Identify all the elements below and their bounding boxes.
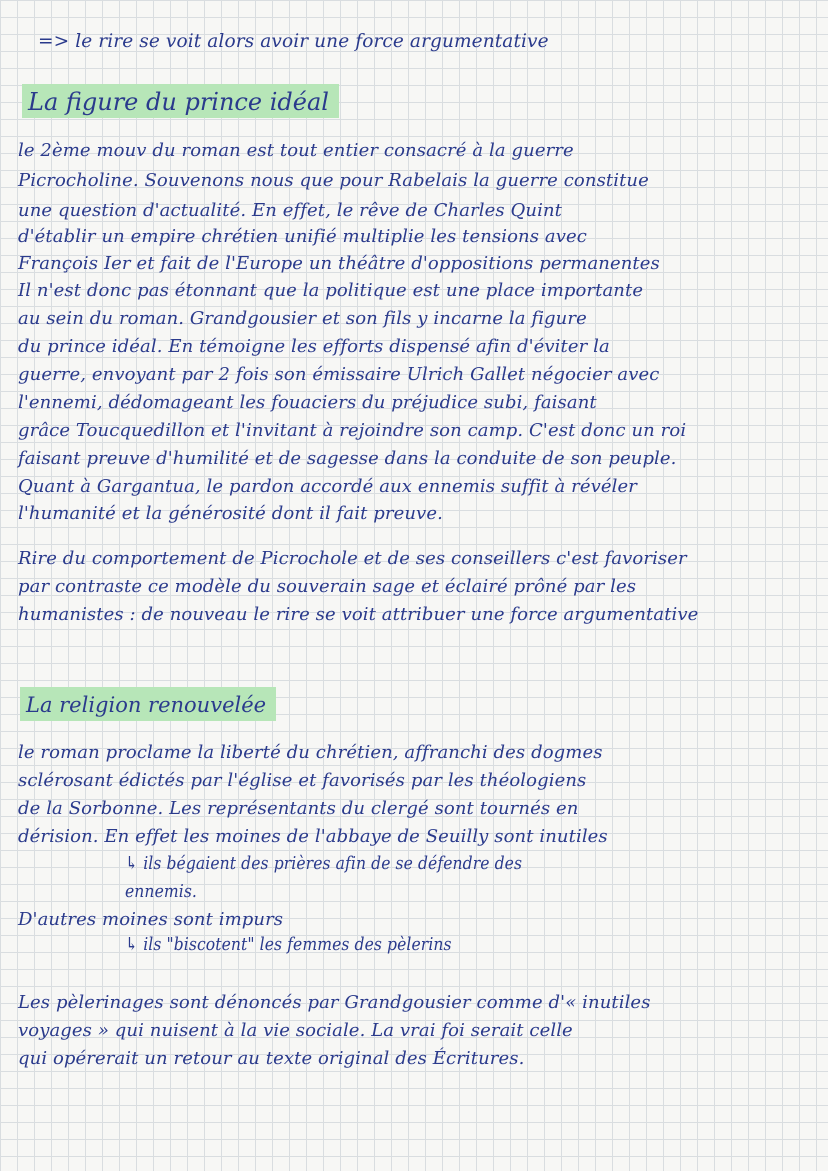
text-line: au sein du roman. Grandgousier et son fils y incarne la figure bbox=[18, 308, 587, 329]
text-line: D'autres moines sont impurs bbox=[18, 909, 284, 930]
text-line: par contraste ce modèle du souverain sage et éclairé prôné par les bbox=[18, 576, 637, 597]
text-line: grâce Toucquedillon et l'invitant à rejoindre son camp. C'est donc un roi bbox=[18, 420, 687, 441]
text-line: Rire du comportement de Picrochole et de ses conseillers c'est favoriser bbox=[18, 548, 687, 569]
text-line: le 2ème mouv du roman est tout entier consacré à la guerre bbox=[18, 140, 574, 161]
text-line: d'établir un empire chrétien unifié multiplie les tensions avec bbox=[18, 226, 587, 247]
text-line: qui opérerait un retour au texte original des Écritures. bbox=[18, 1048, 525, 1069]
intro-line: => le rire se voit alors avoir une force argumentative bbox=[38, 30, 549, 52]
text-line: ennemis. bbox=[125, 881, 197, 902]
text-line: l'humanité et la générosité dont il fait preuve. bbox=[18, 503, 443, 524]
text-line: ↳ ils "biscotent" les femmes des pèlerins bbox=[125, 934, 452, 955]
text-line: le roman proclame la liberté du chrétien, affranchi des dogmes bbox=[18, 742, 603, 763]
text-line: sclérosant édictés par l'église et favorisés par les théologiens bbox=[18, 770, 587, 791]
text-line: dérision. En effet les moines de l'abbaye de Seuilly sont inutiles bbox=[18, 826, 608, 847]
text-line: du prince idéal. En témoigne les efforts dispensé afin d'éviter la bbox=[18, 336, 610, 357]
text-line: faisant preuve d'humilité et de sagesse dans la conduite de son peuple. bbox=[18, 448, 677, 469]
text-line: Picrocholine. Souvenons nous que pour Rabelais la guerre constitue bbox=[18, 170, 649, 191]
text-line: François Ier et fait de l'Europe un théâtre d'oppositions permanentes bbox=[18, 253, 660, 274]
text-line: de la Sorbonne. Les représentants du clergé sont tournés en bbox=[18, 798, 579, 819]
text-line: Il n'est donc pas étonnant que la politique est une place importante bbox=[18, 280, 644, 301]
text-line: Les pèlerinages sont dénoncés par Grandgousier comme d'« inutiles bbox=[18, 992, 651, 1013]
text-line: l'ennemi, dédomageant les fouaciers du préjudice subi, faisant bbox=[18, 392, 597, 413]
text-line: Quant à Gargantua, le pardon accordé aux ennemis suffit à révéler bbox=[18, 476, 637, 497]
text-line: ↳ ils bégaient des prières afin de se défendre des bbox=[125, 853, 523, 874]
text-line: voyages » qui nuisent à la vie sociale. La vrai foi serait celle bbox=[18, 1020, 573, 1041]
text-line: humanistes : de nouveau le rire se voit attribuer une force argumentative bbox=[18, 604, 699, 625]
section-heading-religion: La religion renouvelée bbox=[20, 687, 276, 721]
text-line: une question d'actualité. En effet, le rêve de Charles Quint bbox=[18, 200, 562, 221]
text-line: guerre, envoyant par 2 fois son émissaire Ulrich Gallet négocier avec bbox=[18, 364, 660, 385]
section-heading-prince: La figure du prince idéal bbox=[22, 84, 339, 118]
